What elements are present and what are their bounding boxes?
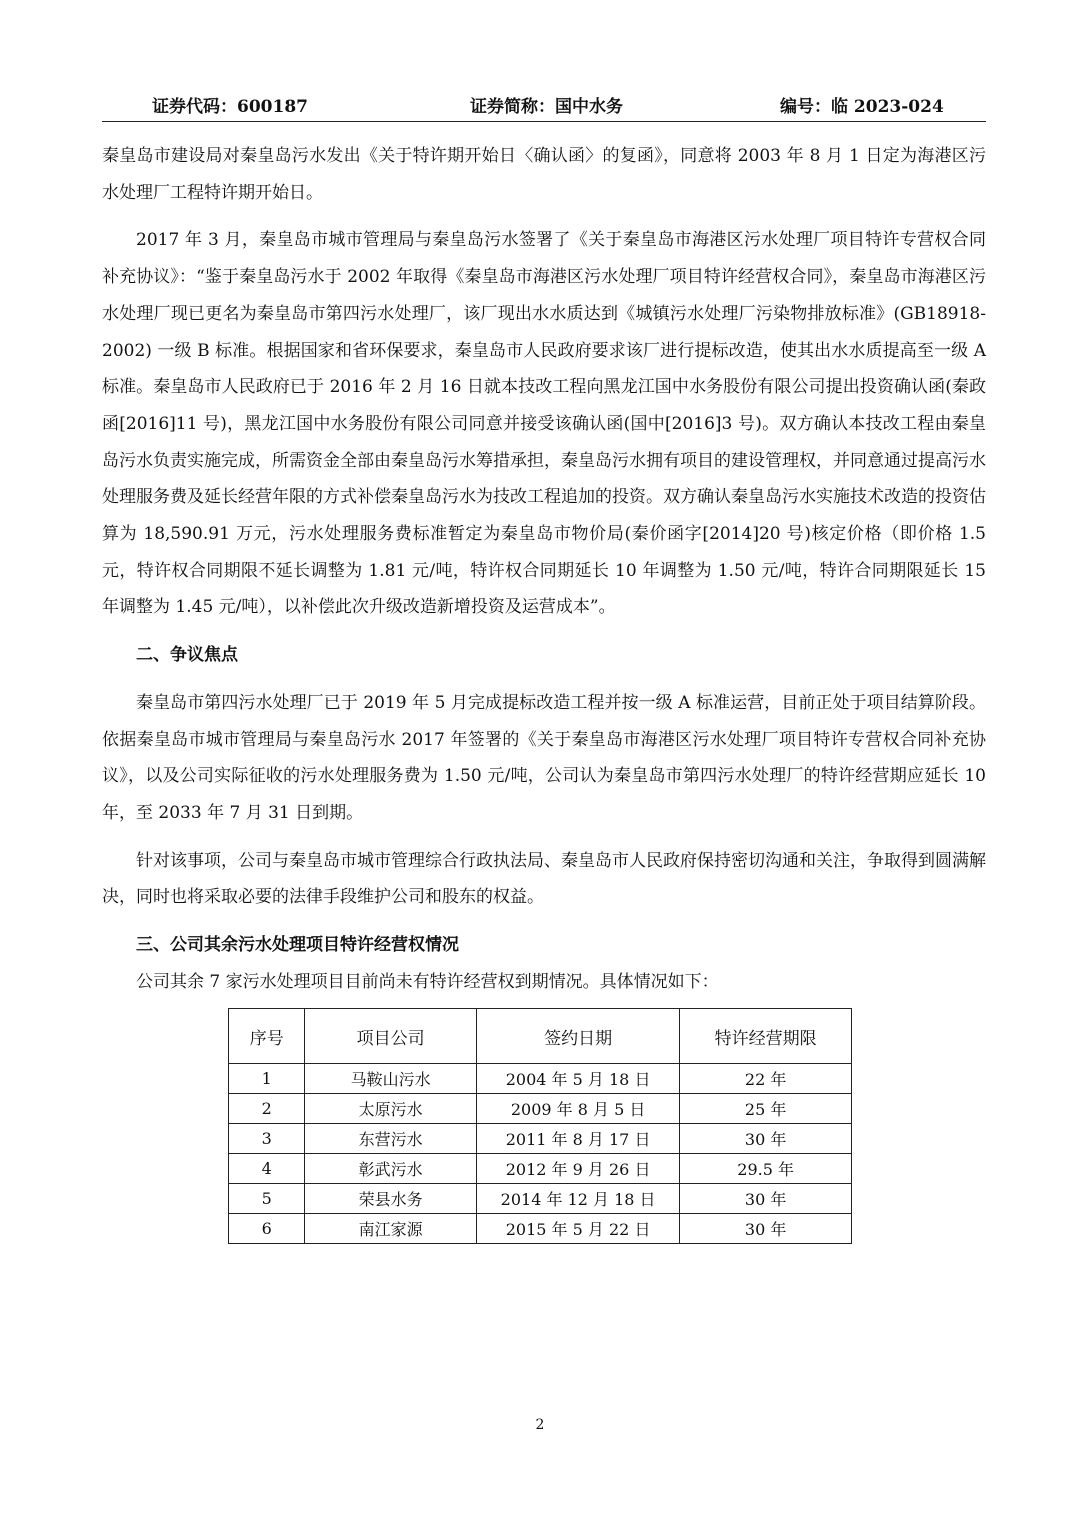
cell-project-company: 太原污水 <box>305 1094 476 1124</box>
section-heading-dispute-focus: 二、争议焦点 <box>136 645 238 666</box>
cell-project-company: 东营污水 <box>305 1124 476 1154</box>
cell-concession-term: 30 年 <box>680 1184 852 1214</box>
security-code: 证券代码：600187 <box>152 97 308 117</box>
table-row <box>229 1154 852 1184</box>
cell-serial: 3 <box>229 1124 305 1154</box>
table-row <box>229 1064 852 1094</box>
cell-project-company: 马鞍山污水 <box>305 1064 476 1094</box>
security-name: 证券简称：国中水务 <box>470 97 623 117</box>
header-serial: 序号 <box>229 1009 305 1064</box>
concession-table <box>228 1008 852 1244</box>
paragraph-company-response: 针对该事项，公司与秦皇岛市城市管理综合行政执法局、秦皇岛市人民政府保持密切沟通和关注，争取得到圆满解决，同时也将采取必要的法律手段维护公司和股东的权益。 <box>102 850 986 908</box>
page-number: 2 <box>535 1417 545 1433</box>
paragraph-table-intro: 公司其余 7 家污水处理项目目前尚未有特许经营权到期情况。具体情况如下： <box>136 971 719 992</box>
cell-project-company: 荣县水务 <box>305 1184 476 1214</box>
cell-concession-term: 30 年 <box>680 1124 852 1154</box>
header-project-company: 项目公司 <box>305 1009 476 1064</box>
cell-signing-date: 2014 年 12 月 18 日 <box>476 1184 679 1214</box>
paragraph-dispute: 秦皇岛市第四污水处理厂已于 2019 年 5 月完成提标改造工程并按一级 A 标准运营，目前正处于项目结算阶段。依据秦皇岛市城市管理局与秦皇岛污水 2017 年签署的《关于秦皇岛市海港区污水处理厂项目特许专营权合同补充协议》，以及公司实际征收的污水处理服务费为 1.50 元/吨，公司认为秦皇岛市第四污水处理厂的特许经营期应延长 10 年，至 2033 年 7 月 31 日到期。 <box>102 692 986 823</box>
header-concession-term: 特许经营期限 <box>680 1009 852 1064</box>
table-row <box>229 1184 852 1214</box>
cell-project-company: 彰武污水 <box>305 1154 476 1184</box>
cell-serial: 1 <box>229 1064 305 1094</box>
table-row <box>229 1214 852 1244</box>
table-header-row <box>229 1009 852 1064</box>
header-signing-date: 签约日期 <box>476 1009 679 1064</box>
cell-concession-term: 22 年 <box>680 1064 852 1094</box>
cell-serial: 4 <box>229 1154 305 1184</box>
paragraph-supplementary-agreement: 2017 年 3 月，秦皇岛市城市管理局与秦皇岛污水签署了《关于秦皇岛市海港区污水处理厂项目特许专营权合同补充协议》：“鉴于秦皇岛污水于 2002 年取得《秦皇岛市海港区污水处理厂项目特许经营权合同》，秦皇岛市海港区污水处理厂现已更名为秦皇岛市第四污水处理厂，该厂现出水水质达到《城镇污水处理厂污染物排放标准》(GB18918-2002) 一级 B 标准。根据国家和省环保要求，秦皇岛市人民政府要求该厂进行提标改造，使其出水水质提高至一级 A 标准。秦皇岛市人民政府已于 2016 年 2 月 16 日就本技改工程向黑龙江国中水务股份有限公司提出投资确认函(秦政函[2016]11 号)，黑龙江国中水务股份有限公司同意并接受该确认函(国中[2016]3 号)。双方确认本技改工程由秦皇岛污水负责实施完成，所需资金全部由秦皇岛污水筹措承担，秦皇岛污水拥有项目的建设管理权，并同意通过提高污水处理服务费及延长经营年限的方式补偿秦皇岛污水为技改工程追加的投资。双方确认秦皇岛污水实施技术改造的投资估算为 18,590.91 万元，污水处理服务费标准暂定为秦皇岛市物价局(秦价函字[2014]20 号)核定价格（即价格 1.5 元，特许权合同期限不延长调整为 1.81 元/吨，特许权合同期延长 10 年调整为 1.50 元/吨，特许合同期限延长 15 年调整为 1.45 元/吨），以补偿此次升级改造新增投资及运营成本”。 <box>102 230 986 618</box>
cell-concession-term: 29.5 年 <box>680 1154 852 1184</box>
cell-serial: 2 <box>229 1094 305 1124</box>
document-body <box>102 138 986 1244</box>
cell-signing-date: 2011 年 8 月 17 日 <box>476 1124 679 1154</box>
paragraph-confirmation-letter: 秦皇岛市建设局对秦皇岛污水发出《关于特许期开始日〈确认函〉的复函》，同意将 2003 年 8 月 1 日定为海港区污水处理厂工程特许期开始日。 <box>102 146 986 203</box>
cell-project-company: 南江家源 <box>305 1214 476 1244</box>
page-header <box>152 92 942 118</box>
header-divider <box>102 121 986 122</box>
cell-signing-date: 2004 年 5 月 18 日 <box>476 1064 679 1094</box>
cell-signing-date: 2009 年 8 月 5 日 <box>476 1094 679 1124</box>
table-row <box>229 1094 852 1124</box>
cell-signing-date: 2015 年 5 月 22 日 <box>476 1214 679 1244</box>
cell-serial: 5 <box>229 1184 305 1214</box>
cell-concession-term: 30 年 <box>680 1214 852 1244</box>
cell-concession-term: 25 年 <box>680 1094 852 1124</box>
cell-serial: 6 <box>229 1214 305 1244</box>
section-heading-other-projects: 三、公司其余污水处理项目特许经营权情况 <box>136 935 459 956</box>
table-row <box>229 1124 852 1154</box>
announcement-number: 编号：临 2023-024 <box>780 97 944 117</box>
cell-signing-date: 2012 年 9 月 26 日 <box>476 1154 679 1184</box>
